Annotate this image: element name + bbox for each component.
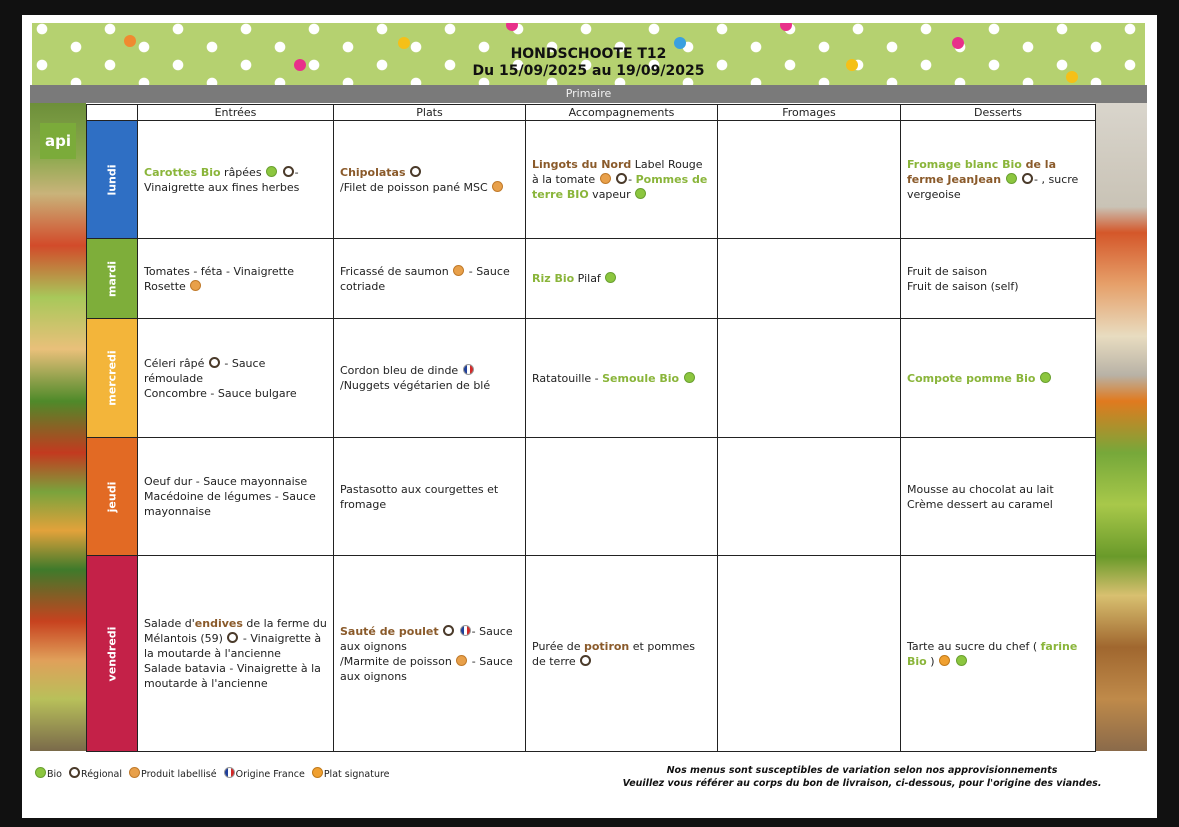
signature-icon (312, 767, 323, 778)
dish: Salade batavia - Vinaigrette à la moutarde à l'ancienne (144, 662, 321, 691)
label-icon (129, 767, 140, 778)
label-icon (453, 265, 464, 276)
day-label-vendredi (87, 556, 138, 752)
regional-icon (616, 173, 627, 184)
dish: Tarte au sucre du chef ( (907, 639, 1041, 653)
regional-icon (69, 767, 80, 778)
legend-regional: Régional (81, 769, 122, 780)
dish: Fruit de saison (self) (907, 279, 1019, 293)
cell-lundi-entrees (138, 121, 334, 239)
cell-vendredi-entrees (138, 556, 334, 752)
dish-text: endives (194, 617, 243, 631)
label-icon (456, 655, 467, 666)
banner-title (32, 46, 1145, 80)
cell-mercredi-entrees (138, 319, 334, 437)
cell-vendredi-fromages (718, 556, 901, 752)
dish: Chipolatas (340, 165, 406, 179)
bio-icon (266, 166, 277, 177)
day-name: mercredi (105, 350, 119, 406)
regional-icon (227, 632, 238, 643)
day-label-lundi (87, 121, 138, 239)
bio-icon (684, 372, 695, 383)
dish: Oeuf dur - Sauce mayonnaise (144, 475, 308, 488)
dot (780, 23, 792, 31)
dish-text: de la ferme JeanJean (907, 158, 1056, 187)
footer-note (582, 764, 1142, 790)
column-header-fromages: Fromages (718, 105, 901, 121)
label-icon (190, 280, 201, 291)
column-header-accompagnements: Accompagnements (526, 105, 718, 121)
dish: Macédoine de légumes - Sauce mayonnaise (144, 490, 316, 518)
column-header-plats: Plats (334, 105, 526, 121)
dish: Vinaigrette aux fines herbes (144, 180, 300, 194)
cell-jeudi-fromages (718, 437, 901, 555)
page-title: HONDSCHOOTE T12 (510, 46, 667, 62)
dish-text: - Sauce cotriade (340, 264, 510, 293)
cell-mardi-fromages (718, 239, 901, 319)
bio-icon (1006, 173, 1017, 184)
dish-text: - Sauce aux oignons (340, 654, 513, 683)
cell-lundi-desserts (901, 121, 1096, 239)
dish: /Nuggets végétarien de blé (340, 379, 491, 393)
bio-icon (605, 272, 616, 283)
regional-icon (1022, 173, 1033, 184)
day-name: vendredi (105, 626, 119, 682)
dish: Compote pomme Bio (907, 371, 1036, 385)
cell-vendredi-desserts (901, 556, 1096, 752)
regional-icon (410, 166, 421, 177)
legend-label: Produit labellisé (141, 769, 217, 780)
note-line-2: Veuillez vous référer au corps du bon de livraison, ci-dessous, pour l'origine des viandes. (622, 778, 1102, 789)
dish-text: farine Bio (907, 639, 1078, 668)
regional-icon (443, 625, 454, 636)
dish-text: Label Rouge à la tomate (532, 158, 703, 187)
api-logo: api (40, 123, 76, 159)
corner-cell (87, 105, 138, 121)
dish-text: Pilaf (574, 272, 601, 286)
cell-vendredi-plats (334, 556, 526, 752)
dish-text: - Sauce rémoulade (144, 356, 266, 385)
france-icon (463, 364, 474, 375)
dish: Tomates - féta - Vinaigrette Rosette (144, 264, 294, 293)
cell-mardi-accompagnements (526, 239, 718, 319)
dish: Carottes Bio (144, 165, 221, 179)
bio-icon (956, 655, 967, 666)
menu-table (86, 104, 1096, 752)
dish-text: vapeur (588, 188, 631, 202)
cell-jeudi-plats (334, 437, 526, 555)
dish-text: - Vinaigrette à la moutarde à l'ancienne (144, 632, 322, 661)
dish: Céleri râpé (144, 356, 205, 370)
cell-mardi-entrees (138, 239, 334, 319)
cell-mercredi-plats (334, 319, 526, 437)
dish: Pommes de terre BIO (532, 173, 708, 202)
date-range: Du 15/09/2025 au 19/09/2025 (472, 63, 705, 79)
left-decoration (30, 103, 86, 751)
dish-text: ) (926, 654, 935, 668)
cell-jeudi-accompagnements (526, 437, 718, 555)
bio-icon (1040, 372, 1051, 383)
day-row-mardi (87, 239, 1096, 319)
day-row-mercredi (87, 319, 1096, 437)
label-icon (600, 173, 611, 184)
dish-text: - Sauce aux oignons (340, 624, 513, 653)
cell-mercredi-fromages (718, 319, 901, 437)
day-label-mardi (87, 239, 138, 319)
dish-text: de la ferme du Mélantois (59) (144, 617, 327, 646)
day-row-vendredi (87, 556, 1096, 752)
day-name: lundi (105, 164, 119, 196)
header-row (87, 105, 1096, 121)
dish-text: Semoule Bio (602, 371, 680, 385)
dish-text: - (294, 165, 299, 179)
bio-icon (635, 188, 646, 199)
section-strip: Primaire (30, 85, 1147, 103)
dish: Fricassé de saumon (340, 264, 449, 278)
dish: Fromage blanc Bio (907, 158, 1022, 172)
right-decoration (1095, 103, 1147, 751)
cell-vendredi-accompagnements (526, 556, 718, 752)
cell-lundi-fromages (718, 121, 901, 239)
cell-lundi-plats (334, 121, 526, 239)
cell-lundi-accompagnements (526, 121, 718, 239)
regional-icon (580, 655, 591, 666)
dish: Lingots du Nord (532, 158, 632, 172)
legend-bio: Bio (47, 769, 62, 780)
dish: Salade d' (144, 617, 195, 631)
dish: Concombre - Sauce bulgare (144, 386, 297, 400)
cell-mardi-plats (334, 239, 526, 319)
day-name: mardi (105, 260, 119, 297)
dish: /Filet de poisson pané MSC (340, 180, 488, 194)
menu-sheet (22, 15, 1157, 818)
dish: Riz Bio (532, 272, 575, 286)
day-label-jeudi (87, 437, 138, 555)
regional-icon (283, 166, 294, 177)
signature-icon (939, 655, 950, 666)
day-row-jeudi (87, 437, 1096, 555)
dish-text: - , sucre vergeoise (907, 173, 1079, 202)
day-label-mercredi (87, 319, 138, 437)
dish: Pastasotto aux courgettes et fromage (340, 482, 499, 511)
column-header-entrees: Entrées (138, 105, 334, 121)
dish-text: - (628, 173, 636, 187)
day-name: jeudi (105, 481, 119, 512)
dish: Sauté de poulet (340, 624, 439, 638)
dish: Mousse au chocolat au lait (907, 482, 1054, 496)
day-row-lundi (87, 121, 1096, 239)
dot (506, 23, 518, 31)
dish-text: potiron (583, 639, 630, 653)
regional-icon (209, 357, 220, 368)
dish-text: râpées (220, 165, 266, 179)
column-header-desserts: Desserts (901, 105, 1096, 121)
legend (34, 767, 393, 780)
dish: /Marmite de poisson (340, 654, 452, 668)
dish: Ratatouille - (532, 371, 603, 385)
dish: Fruit de saison (907, 264, 988, 278)
legend-france: Origine France (235, 769, 305, 780)
dish: Crème dessert au caramel (907, 497, 1053, 511)
france-icon (460, 625, 471, 636)
note-line-1: Nos menus sont susceptibles de variation selon nos approvisionnements (666, 765, 1058, 776)
cell-jeudi-desserts (901, 437, 1096, 555)
cell-jeudi-entrees (138, 437, 334, 555)
label-icon (492, 181, 503, 192)
dish-text: et pommes de terre (532, 639, 695, 668)
france-icon (224, 767, 235, 778)
cell-mercredi-accompagnements (526, 319, 718, 437)
bio-icon (35, 767, 46, 778)
legend-signature: Plat signature (323, 769, 390, 780)
cell-mardi-desserts (901, 239, 1096, 319)
dish: Purée de (532, 639, 584, 653)
header-banner (32, 23, 1145, 85)
cell-mercredi-desserts (901, 319, 1096, 437)
dish: Cordon bleu de dinde (340, 364, 459, 378)
